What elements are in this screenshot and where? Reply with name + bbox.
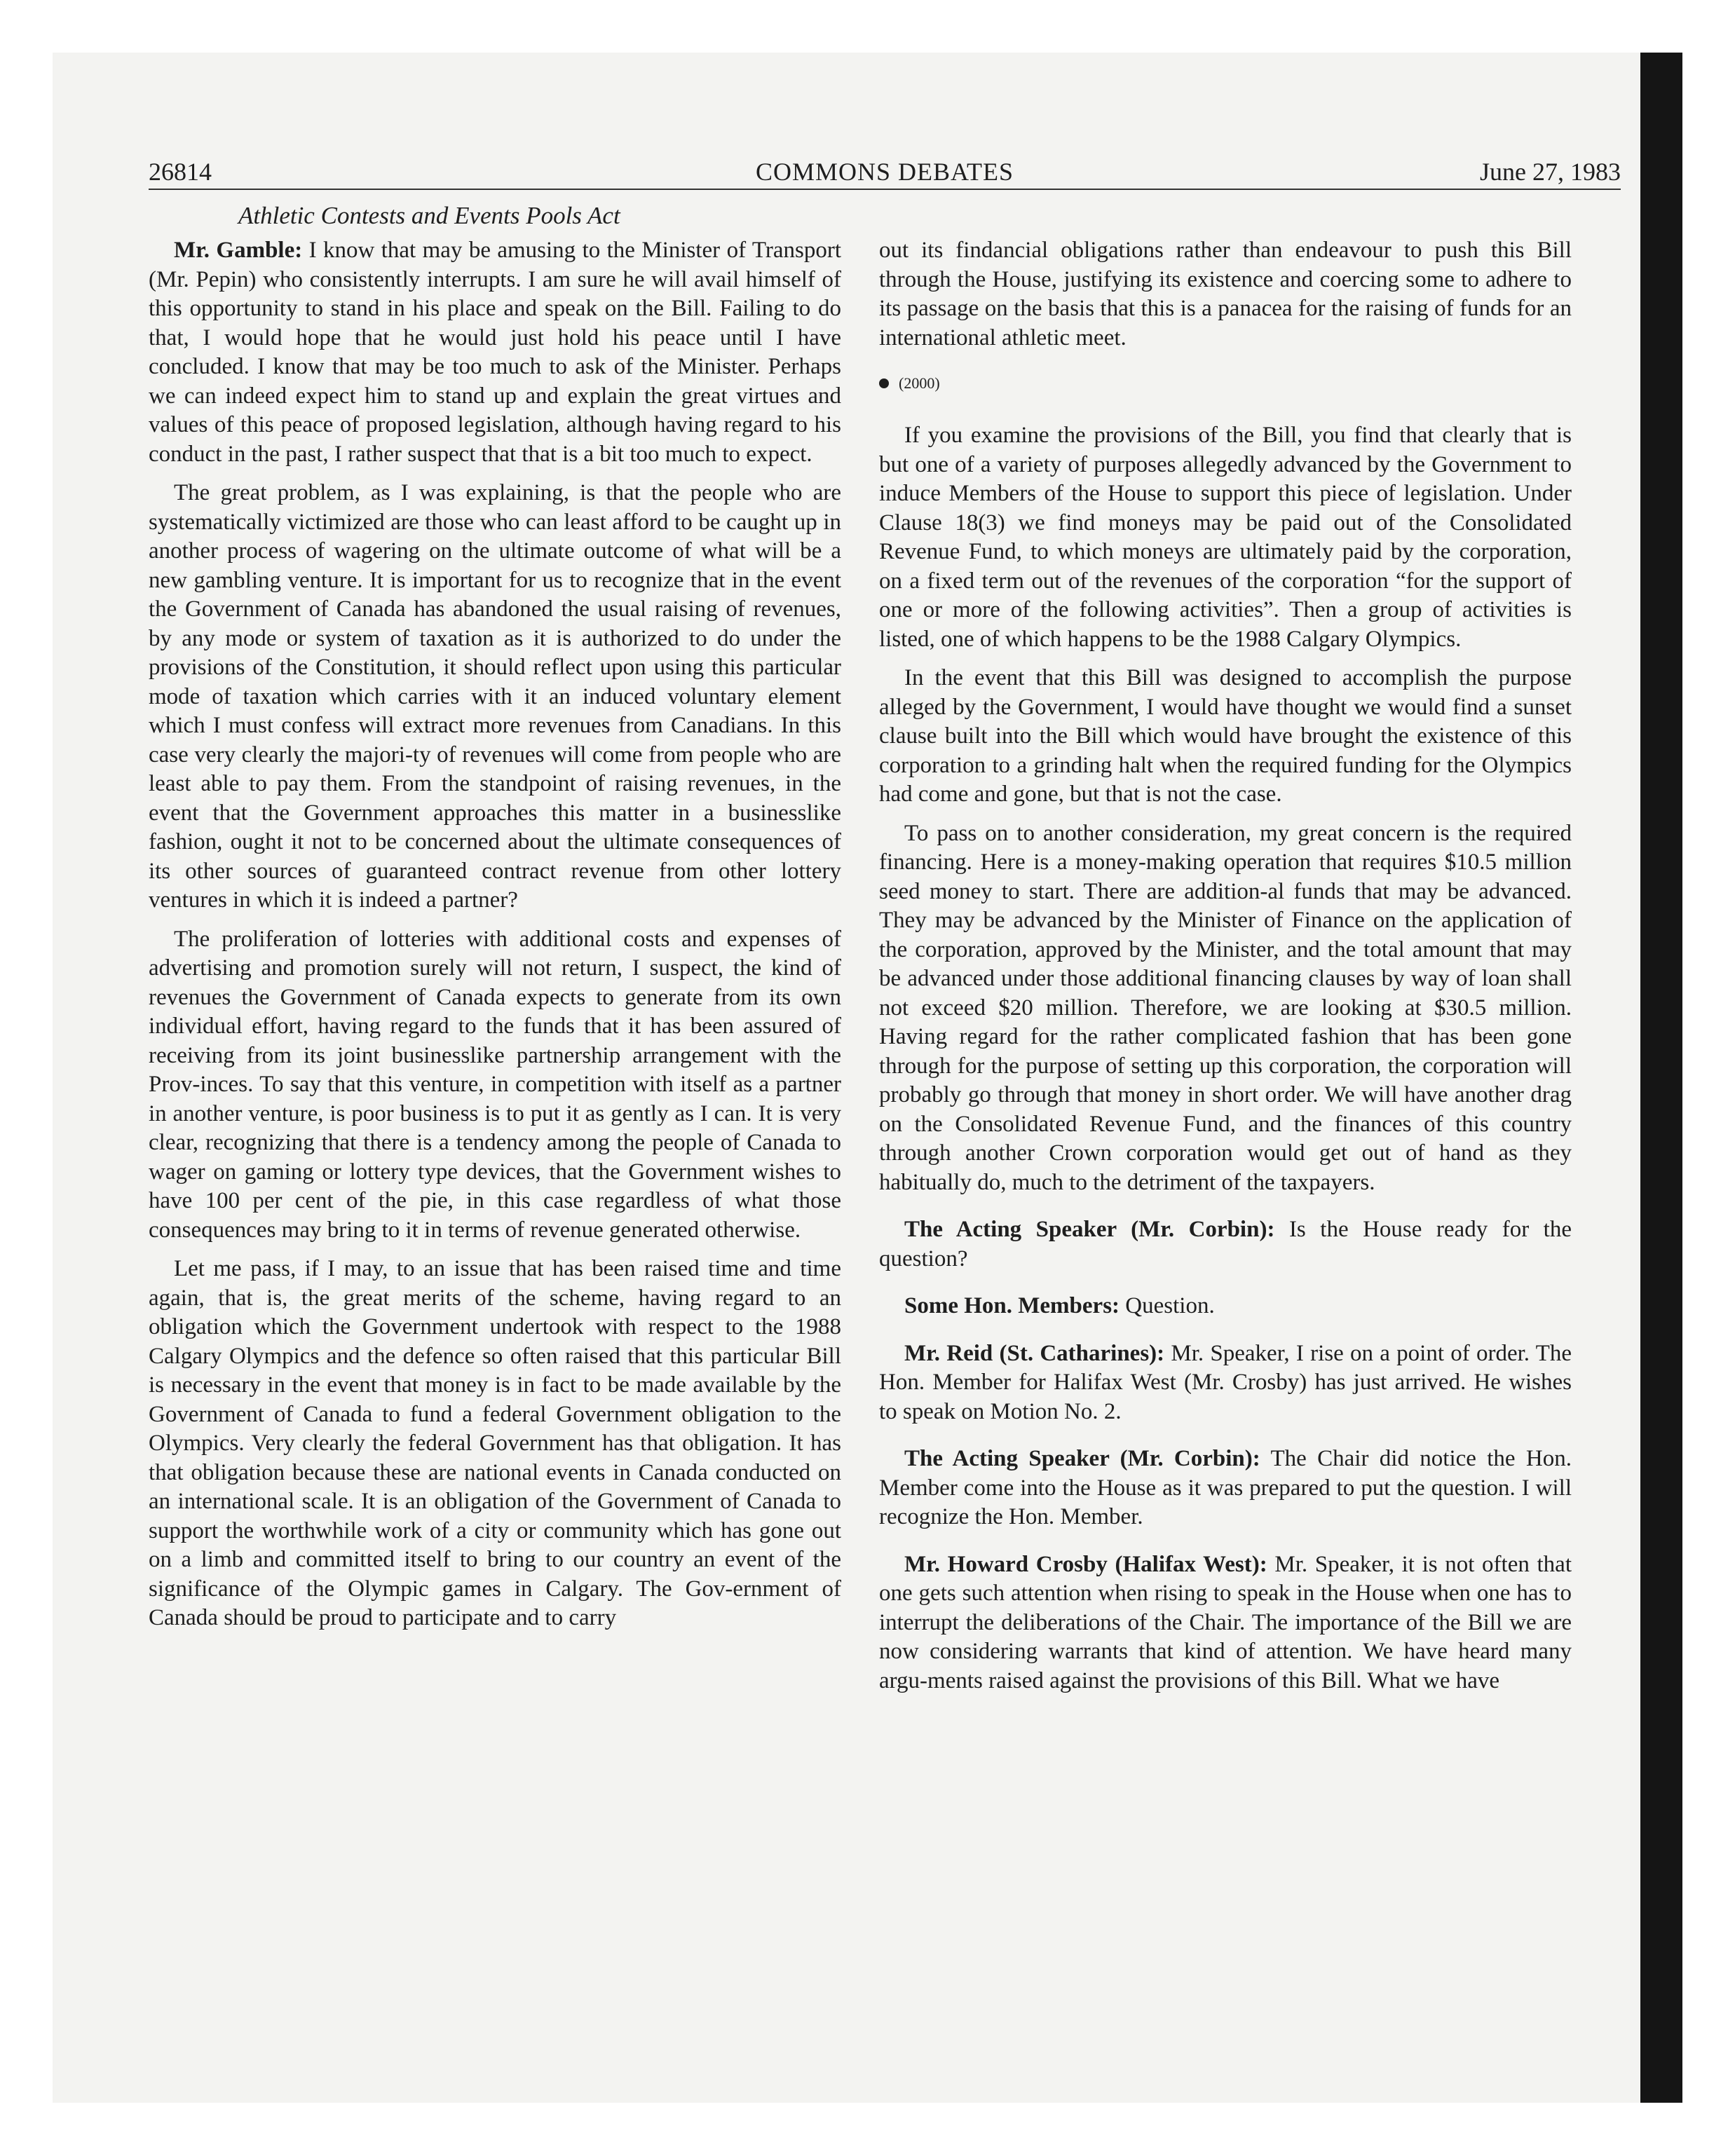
- page-number: 26814: [149, 158, 212, 186]
- speech: [879, 1445, 1572, 1532]
- speaker-name: The Acting Speaker (Mr. Corbin):: [904, 1446, 1260, 1471]
- speech: [879, 1339, 1572, 1427]
- paragraph-continued: out its findancial obligations rather than endeavour to push this Bill through the House, justifying its existence and coercing some to adhere to its passage on the basis that this is a panacea for the raising of funds for an international athletic meet.: [879, 238, 1572, 350]
- speaker-name: Some Hon. Members:: [904, 1293, 1120, 1318]
- paragraph: In the event that this Bill was designed to accomplish the purpose alleged by the Government, I would have thought we would find a sunset clause built into the Bill which would have brought the existence of this corporation to a grinding halt when the required funding for the Olympics had come and gone, but that is not the case.: [879, 665, 1572, 807]
- speech: [879, 1550, 1572, 1696]
- paragraph: Let me pass, if I may, to an issue that has been raised time and time again, that is, the great merits of the scheme, having regard to an obligation which the Government undertook with respect to the 1988 Calgary Olympics and the defence so often raised that this particular Bill is necessary in the event that money is in fact to be made available by the Government of Canada to fund a federal Government obligation to the Olympics. Very clearly the federal Government has that obligation. It has that obligation because these are national events in Canada conducted on an international scale. It is an obligation of the Government of Canada to support the worthwhile work of a city or community which has gone out on a limb and committed itself to bring to our country an event of the significance of the Olympic games in Calgary. The Gov-ernment of Canada should be proud to participate and to carry: [149, 1256, 841, 1630]
- speech-text: Is the House ready for the question?: [879, 1217, 1572, 1271]
- speaker-name: The Acting Speaker (Mr. Corbin):: [904, 1217, 1275, 1242]
- section-title: Athletic Contests and Events Pools Act: [238, 202, 620, 229]
- speech: [879, 1292, 1572, 1321]
- right-column: [879, 236, 1572, 1705]
- scan-edge-shadow: [1640, 53, 1682, 2103]
- speech-text: I know that may be amusing to the Minister of Transport (Mr. Pepin) who consistently interrupts. I am sure he will avail himself of this opportunity to stand in his place and speak on the Bill. Failing to do that, I would hope that he would just hold his peace until I have concluded. I know that may be too much to ask of the Minister. Perhaps we can indeed expect him to stand up and explain the great virtues and values of this peace of proposed legislation, although having regard to his conduct in the past, I rather suspect that that is a bit too much to expect.: [149, 238, 841, 467]
- speaker-name: Mr. Gamble:: [174, 238, 303, 263]
- paragraph: If you examine the provisions of the Bill, you find that clearly that is but one of a variety of purposes allegedly advanced by the Government to induce Members of the House to support this piece of legislation. Under Clause 18(3) we find moneys may be paid out of the Consolidated Revenue Fund, to which moneys are ultimately paid by the corporation, on a fixed term out of the revenues of the corporation “for the support of one or more of the following activities”. Then a group of activities is listed, one of which happens to be the 1988 Calgary Olympics.: [879, 423, 1572, 652]
- speaker-name: Mr. Howard Crosby (Halifax West):: [904, 1551, 1267, 1577]
- page-date: June 27, 1983: [1480, 158, 1621, 186]
- journal-title: COMMONS DEBATES: [755, 158, 1014, 186]
- time-marker-label: (2000): [899, 374, 940, 392]
- running-head: [149, 158, 1621, 190]
- left-column: [149, 236, 841, 1643]
- speech-text: The Chair did notice the Hon. Member come into the House as it was prepared to put the question. I will recognize the Hon. Member.: [879, 1446, 1572, 1529]
- page-content: [149, 158, 1621, 1693]
- paragraph: The proliferation of lotteries with additional costs and expenses of advertising and promotion surely will not return, I suspect, the kind of revenues the Government of Canada expects to generate from its own individual effort, having regard to the funds that it has been assured of receiving from its joint businesslike partnership arrangement with the Prov-inces. To say that this venture, in competition with itself as a partner in another venture, is poor business is to put it as gently as I can. It is very clear, recognizing that there is a tendency among the people of Canada to wager on gaming or lottery type devices, that the Government wishes to have 100 per cent of the pie, in this case regardless of what those consequences may bring to it in terms of revenue generated otherwise.: [149, 926, 841, 1243]
- speech-text: Mr. Speaker, it is not often that one gets such attention when rising to speak in the House when one has to interrupt the deliberations of the Chair. The importance of the Bill we are now considering warrants that kind of attention. We have heard many argu-ments raised against the provisions of this Bill. What we have: [879, 1551, 1572, 1693]
- bullet-icon: [879, 378, 889, 388]
- paragraph: The great problem, as I was explaining, is that the people who are systematically victimized are those who can least afford to be caught up in another process of wagering on the ultimate outcome of what will be a new gambling venture. It is important for us to recognize that in the event the Government of Canada has abandoned the usual raising of revenues, by any mode or system of taxation as it is authorized to do under the provisions of the Constitution, it should reflect upon using this particular mode of taxation which carries with it an induced voluntary element which I must confess will extract more revenues from Canadians. In this case very clearly the majori-ty of revenues will come from people who are least able to pay them. From the standpoint of raising revenues, in the event that the Government approaches this matter in a businesslike fashion, ought it not to be concerned about the ultimate consequences of its other sources of guaranteed contract revenue from other lottery ventures in which it is indeed a partner?: [149, 480, 841, 913]
- speech-text: Mr. Speaker, I rise on a point of order. The Hon. Member for Halifax West (Mr. Crosby) has just arrived. He wishes to speak on Motion No. 2.: [879, 1340, 1572, 1424]
- paragraph: To pass on to another consideration, my great concern is the required financing. Here is a money-making operation that requires $10.5 million seed money to start. There are addition-al funds that may be advanced. They may be advanced by the Minister of Finance on the application of the corporation, approved by the Minister, and the total amount that may be advanced under those additional financing clauses by way of loan shall not exceed $20 million. Therefore, we are looking at $30.5 million. Having regard for the rather complicated fashion that has been gone through for the purpose of setting up this corporation, the corporation will probably go through that money in short order. We will have another drag on the Consolidated Revenue Fund, and the finances of this country through another Crown corporation would get out of hand as they habitually do, much to the detriment of the taxpayers.: [879, 820, 1572, 1195]
- speaker-name: Mr. Reid (St. Catharines):: [904, 1340, 1165, 1366]
- paragraph: [149, 236, 841, 469]
- time-marker: [879, 369, 1572, 397]
- speech: [879, 1215, 1572, 1274]
- scanned-page: [53, 53, 1682, 2103]
- speech-text: Question.: [1120, 1293, 1215, 1318]
